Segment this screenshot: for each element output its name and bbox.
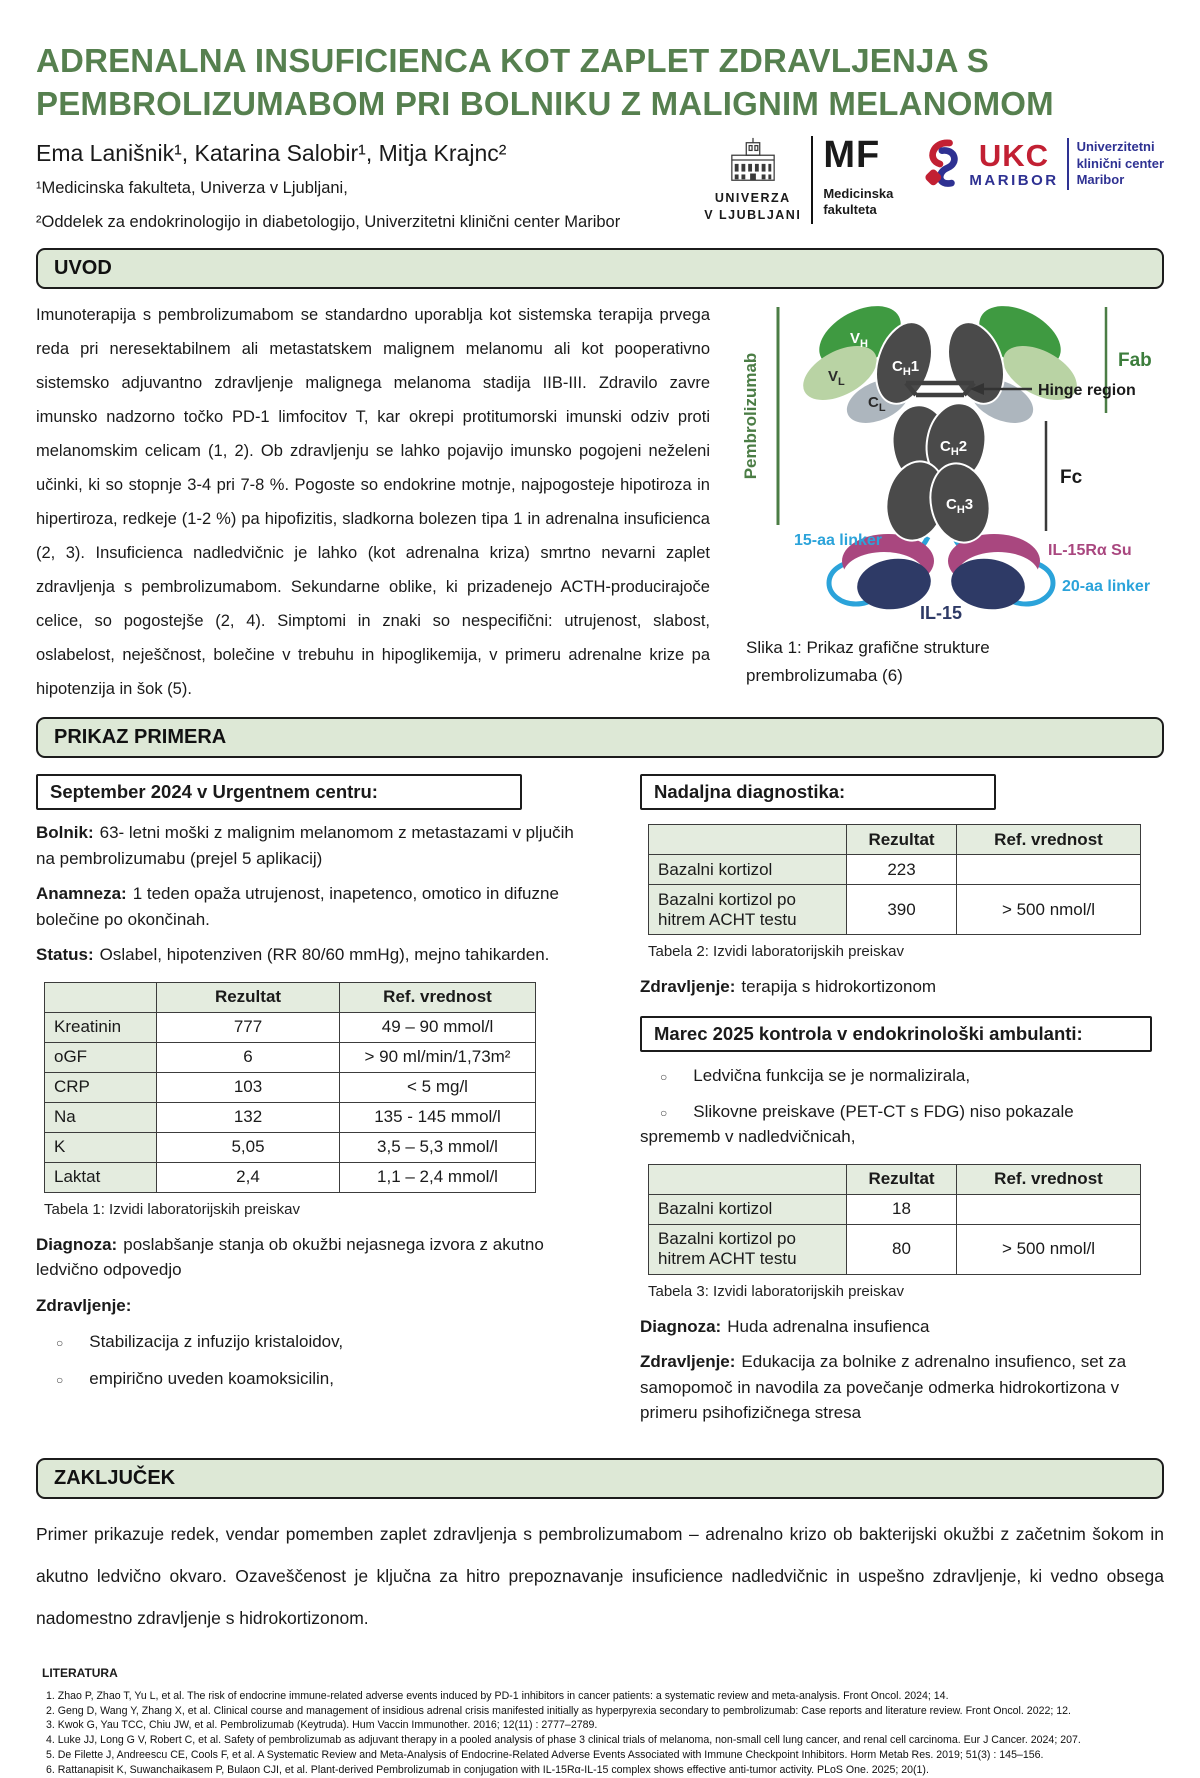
mf-faculty-line1: Medicinska	[823, 185, 894, 201]
kontrola-bullets	[640, 1064, 1152, 1150]
figure-caption-line1: Slika 1: Prikaz grafične strukture	[746, 638, 990, 658]
table-cell: > 90 ml/min/1,73m²	[340, 1042, 536, 1072]
anamneza-text: 1 teden opaža utrujenost, inapetenco, omotico in difuzne bolečine po okončinah.	[36, 884, 559, 929]
table-cell: 80	[847, 1224, 957, 1274]
table-row	[45, 1012, 536, 1042]
hinge-region-label: Hinge region	[1038, 382, 1136, 400]
ukc-maribor-logo	[919, 136, 1164, 192]
case-left-column	[36, 774, 590, 1435]
circle-bullet-icon: ○	[660, 1069, 668, 1084]
table-2-wrap	[648, 824, 1152, 935]
table-header-row	[45, 982, 536, 1012]
linker-15aa-label: 15-aa linker	[793, 532, 882, 550]
bullet-text: Slikovne preiskave (PET-CT s FDG) niso pokazale sprememb v nadledvičnicah,	[640, 1102, 1074, 1146]
zdravljenje-right1-item	[640, 974, 1152, 1000]
affiliation-1: ¹Medicinska fakulteta, Univerza v Ljubljani,	[36, 178, 348, 197]
ul-logo-right	[823, 133, 894, 224]
logos-block	[704, 132, 1164, 224]
title-line-1: ADRENALNA INSUFICIENCA KOT ZAPLET ZDRAVLJENJA S	[36, 42, 989, 79]
table-cell: Na	[45, 1102, 157, 1132]
ul-university-name	[704, 190, 801, 224]
reference-item: 6. Rattanapisit K, Suwanchaikasem P, Bulaon CJI, et al. Plant-derived Pembrolizumab in conjugation with IL-15Rα-IL-15 complex shows effective anti-tumor activity. PLoS One. 2025; 20(1).	[46, 1764, 929, 1777]
fc-domains	[879, 399, 996, 549]
table-row	[45, 1102, 536, 1132]
table-row	[649, 1194, 1141, 1224]
bolnik-text: 63- letni moški z malignim melanomom z metastazami v pljučih na pembrolizumabu (prejel 5 aplikacij)	[36, 823, 574, 868]
ul-logo-divider	[811, 136, 813, 224]
ul-name-line2: V LJUBLJANI	[704, 207, 802, 222]
ukc-full-name	[1077, 139, 1164, 188]
table-1-caption: Tabela 1: Izvidi laboratorijskih preiskav	[44, 1200, 300, 1218]
ch3-label: $C_H3$	[946, 496, 974, 517]
bolnik-item	[36, 820, 590, 871]
table-header-cell: Ref. vrednost	[957, 825, 1141, 855]
status-item	[36, 942, 590, 968]
case-right-column	[640, 774, 1152, 1435]
ukc-text-block	[969, 137, 1059, 189]
table-row	[649, 855, 1141, 885]
diagnoza-left-text: poslabšanje stanja ob okužbi nejasnega izvora z akutno ledvično odpovedjo	[36, 1234, 544, 1280]
il15ra-label: IL-15Rα Su	[1048, 542, 1132, 560]
figure-caption-line2: prembrolizumaba (6)	[746, 666, 903, 686]
table-cell: 49 – 90 mmol/l	[340, 1012, 536, 1042]
table-3-wrap	[648, 1164, 1152, 1275]
vl-label: $V_L$	[828, 368, 845, 389]
section-header-prikaz-primera: PRIKAZ PRIMERA	[36, 717, 1164, 758]
status-text: Oslabel, hipotenziven (RR 80/60 mmHg), mejno tahikarden.	[99, 945, 550, 965]
diagnoza-right-text: Huda adrenalna insufienca	[727, 1316, 930, 1336]
vh-label: $V_H$	[850, 330, 868, 351]
ukc-name-line1: Univerzitetni	[1076, 139, 1155, 155]
literatura-section	[36, 1666, 1164, 1778]
table-cell: 390	[847, 885, 957, 935]
table-row	[45, 1072, 536, 1102]
pembrolizumab-side-label: Pembrolizumab	[741, 352, 760, 480]
diagnoza-right-item	[640, 1314, 1152, 1340]
table-cell: K	[45, 1132, 157, 1162]
table-row	[45, 1042, 536, 1072]
zdravljenje-right2-text: Edukacija za bolnike z adrenalno insufienco, set za samopomoč in navodila za povečanje odmerka hidrokortizona v primeru psihofizičnega stresa	[640, 1352, 1127, 1423]
diagnoza-left-label: Diagnoza:	[36, 1234, 118, 1254]
lab-results-table	[44, 982, 536, 1193]
ukc-acronym: UKC	[978, 137, 1050, 173]
header-row	[36, 132, 1164, 235]
table-cell: Laktat	[45, 1162, 157, 1192]
reference-item: 4. Luke JJ, Long G V, Robert C, et al. Safety of pembrolizumab as adjuvant therapy in a pooled analysis of phase 3 clinical trials of melanoma, non-small cell lung cancer, and renal cell carcinoma. Eur J Cancer. 2024; 207.	[46, 1734, 1081, 1747]
table-header-cell	[45, 982, 157, 1012]
table-cell: 3,5 – 5,3 mmol/l	[340, 1132, 536, 1162]
circle-bullet-icon: ○	[56, 1372, 64, 1387]
page-title	[36, 40, 1164, 126]
table-row	[649, 885, 1141, 935]
uvod-paragraph: Imunoterapija s pembrolizumabom se standardno uporablja kot sistemska terapija prvega reda pri neresektabilnem ali metastatskem malignem melanomu ali kot pooperativno sistemsko adjuvantno zdravljenje malignega melanoma stadija IIB-III. Zdravilo zavre imunsko nadzorno točko PD-1 limfocitov T, kar okrepi protitumorski imunski odziv proti melanomskim celicam (1, 2). Ob zdravljenju se lahko pojavijo imunsko pogojeni neželeni učinki, ki so stopnje 3-4 pri 7-8 %. Pogoste so endokrine motnje, najpogosteje hipotiroza in hipertiroza, redkeje (1-2 %) pa hipofizitis, sladkorna bolezen tipa 1 in adrenalna insuficienca (2, 3). Insuficienca nadledvičnic je lahko (kot adrenalna kriza) smrtno nevarni zaplet zdravljenja s pembrolizumabom. Sekundarne oblike, ki prizadenejo ACTH-producirajoče celice, so pogostejše (2, 4). Simptomi in znaki so nespecifični: utrujenost, slabost, oslabelost, neješčnost, bolečine v trebuhu in hipoglikemija, v primeru adrenalne krize pa hipotenzija in šok (5).	[36, 306, 710, 699]
table-header-row	[649, 1164, 1141, 1194]
reference-item: 1. Zhao P, Zhao T, Yu L, et al. The risk of endocrine immune-related adverse events induced by PD-1 inhibitors in cancer patients: a systematic review and meta-analysis. Front Oncol. 2024; 14.	[46, 1689, 949, 1702]
table-cell: 18	[847, 1194, 957, 1224]
table-header-row	[649, 825, 1141, 855]
table-cell: 1,1 – 2,4 mmol/l	[340, 1162, 536, 1192]
antibody-structure-figure	[732, 293, 1164, 623]
table-cell: 5,05	[157, 1132, 340, 1162]
anamneza-label: Anamneza:	[36, 884, 127, 904]
table-cell: Bazalni kortizol	[649, 1194, 847, 1224]
mf-acronym: MF	[823, 133, 881, 176]
bullet-item	[640, 1100, 1152, 1149]
bullet-text: empirično uveden koamoksicilin,	[89, 1368, 334, 1388]
title-line-2: PEMBROLIZUMABOM PRI BOLNIKU Z MALIGNIM MELANOMOM	[36, 84, 1054, 122]
linker-20aa-label: 20-aa linker	[1062, 578, 1151, 596]
table-header-cell: Rezultat	[847, 825, 957, 855]
mf-faculty-name	[823, 186, 893, 219]
table-1-wrap	[44, 982, 590, 1193]
reference-item: 3. Kwok G, Yau TCC, Chiu JW, et al. Pembrolizumab (Keytruda). Hum Vaccin Immunother. 2016; 12(11) : 2777–2789.	[46, 1719, 598, 1732]
mf-faculty-line2: fakulteta	[823, 202, 877, 218]
table-header-cell	[649, 825, 847, 855]
reference-item: 5. De Filette J, Andreescu CE, Cools F, et al. A Systematic Review and Meta-Analysis of Endocrine-Related Adverse Events Associated with Immune Checkpoint Inhibitors. Horm Metab Res. 2019; 51(3) : 145–156.	[46, 1749, 1044, 1762]
table-cell: 2,4	[157, 1162, 340, 1192]
diagnoza-right-label: Diagnoza:	[640, 1316, 722, 1336]
table-cell: Bazalni kortizol po hitrem ACHT testu	[649, 1224, 847, 1274]
circle-bullet-icon: ○	[660, 1106, 668, 1121]
zdravljenje-right1-label: Zdravljenje:	[640, 977, 736, 997]
table-3-caption: Tabela 3: Izvidi laboratorijskih preiskav	[648, 1282, 904, 1300]
uvod-content	[36, 293, 1164, 707]
status-label: Status:	[36, 945, 94, 965]
reference-list	[36, 1690, 1164, 1778]
circle-bullet-icon: ○	[56, 1336, 64, 1351]
ukc-name-line2: klinični center	[1076, 155, 1164, 171]
ukc-logo-mark-icon	[919, 136, 961, 192]
ukc-logo-divider	[1067, 138, 1069, 190]
bullet-text: Ledvična funkcija se je normalizirala,	[693, 1065, 971, 1085]
marec-2025-box: Marec 2025 kontrola v endokrinološki ambulanti:	[640, 1016, 1152, 1052]
zdravljenje-left-item	[36, 1293, 590, 1319]
table-header-cell	[649, 1164, 847, 1194]
literatura-heading: LITERATURA	[42, 1665, 118, 1680]
table-header-cell: Rezultat	[847, 1164, 957, 1194]
zdravljenje-right1-text: terapija s hidrokortizonom	[741, 977, 937, 997]
table-cell: 103	[157, 1072, 340, 1102]
bullet-item	[640, 1064, 1152, 1089]
il15-label: IL-15	[919, 603, 963, 624]
ukc-name-line3: Maribor	[1076, 171, 1125, 187]
authors-line: Ema Lanišnik¹, Katarina Salobir¹, Mitja Krajnc²	[36, 139, 507, 166]
ch2-label: $C_H2$	[940, 438, 968, 459]
table-cell: > 500 nmol/l	[957, 1224, 1141, 1274]
zdravljenje-left-bullets	[36, 1330, 590, 1391]
september-2024-box: September 2024 v Urgentnem centru:	[36, 774, 522, 810]
ul-name-line1: UNIVERZA	[714, 190, 791, 205]
table-cell: > 500 nmol/l	[957, 885, 1141, 935]
table-cell: 6	[157, 1042, 340, 1072]
table-row	[45, 1162, 536, 1192]
bullet-item	[36, 1367, 590, 1392]
lab-results-table	[648, 1164, 1141, 1275]
fc-label: Fc	[1060, 467, 1083, 489]
reference-item: 2. Geng D, Wang Y, Zhang X, et al. Clinical course and management of insidious adrenal crisis manifested initially as hyperpyrexia secondary to pembrolizumab: Case reports and literature review. Front Oncol. 2022; 12.	[46, 1704, 1071, 1717]
figure-1-block	[732, 293, 1164, 707]
table-cell: 132	[157, 1102, 340, 1132]
zdravljenje-left-label: Zdravljenje:	[36, 1295, 132, 1315]
table-row	[649, 1224, 1141, 1274]
table-cell: oGF	[45, 1042, 157, 1072]
zdravljenje-right2-item	[640, 1349, 1152, 1426]
table-row	[45, 1132, 536, 1162]
table-cell: Bazalni kortizol	[649, 855, 847, 885]
table-cell	[957, 855, 1141, 885]
table-header-cell: Ref. vrednost	[340, 982, 536, 1012]
nadaljna-diagnostika-box: Nadaljna diagnostika:	[640, 774, 996, 810]
cl-label: $C_L$	[868, 394, 886, 415]
table-cell: 223	[847, 855, 957, 885]
ul-logo-left	[704, 136, 801, 224]
bullet-text: Stabilizacija z infuzijo kristaloidov,	[89, 1332, 344, 1352]
section-header-zakljucek: ZAKLJUČEK	[36, 1458, 1164, 1499]
table-cell: Bazalni kortizol po hitrem ACHT testu	[649, 885, 847, 935]
table-2-caption: Tabela 2: Izvidi laboratorijskih preiskav	[648, 943, 904, 961]
table-header-cell: Ref. vrednost	[957, 1164, 1141, 1194]
bolnik-label: Bolnik:	[36, 823, 94, 843]
anamneza-item	[36, 881, 590, 932]
conclusion-paragraph: Primer prikazuje redek, vendar pomemben zaplet zdravljenja s pembrolizumabom – adrenalno krizo ob bakterijski okužbi z začetnim šokom in akutno ledvično okvaro. Ozaveščenost je ključna za hitro prepoznavanje insuficience nadledvičnic in uspešno zdravljenje, ki vedno obsega nadomestno zdravljenje s hidrokortizonom.	[36, 1523, 1164, 1629]
diagnoza-left-item	[36, 1232, 590, 1283]
section-header-uvod: UVOD	[36, 248, 1164, 289]
university-building-icon	[725, 136, 781, 186]
table-cell: CRP	[45, 1072, 157, 1102]
authors-block	[36, 132, 620, 235]
affiliation-2: ²Oddelek za endokrinologijo in diabetologijo, Univerzitetni klinični center Maribor	[36, 212, 621, 231]
ch1-label: $C_H1$	[892, 358, 920, 379]
table-cell	[957, 1194, 1141, 1224]
table-cell: Kreatinin	[45, 1012, 157, 1042]
fab-label: Fab	[1118, 350, 1152, 372]
table-cell: < 5 mg/l	[340, 1072, 536, 1102]
university-ljubljana-logo	[704, 133, 894, 224]
table-cell: 777	[157, 1012, 340, 1042]
table-header-cell: Rezultat	[157, 982, 340, 1012]
zdravljenje-right2-label: Zdravljenje:	[640, 1352, 736, 1372]
figure-1-caption	[746, 634, 1164, 690]
poster-root	[0, 40, 1200, 1777]
ukc-city: MARIBOR	[969, 171, 1059, 189]
lab-results-table	[648, 824, 1141, 935]
bullet-item	[36, 1330, 590, 1355]
case-columns	[36, 774, 1164, 1435]
table-cell: 135 - 145 mmol/l	[340, 1102, 536, 1132]
